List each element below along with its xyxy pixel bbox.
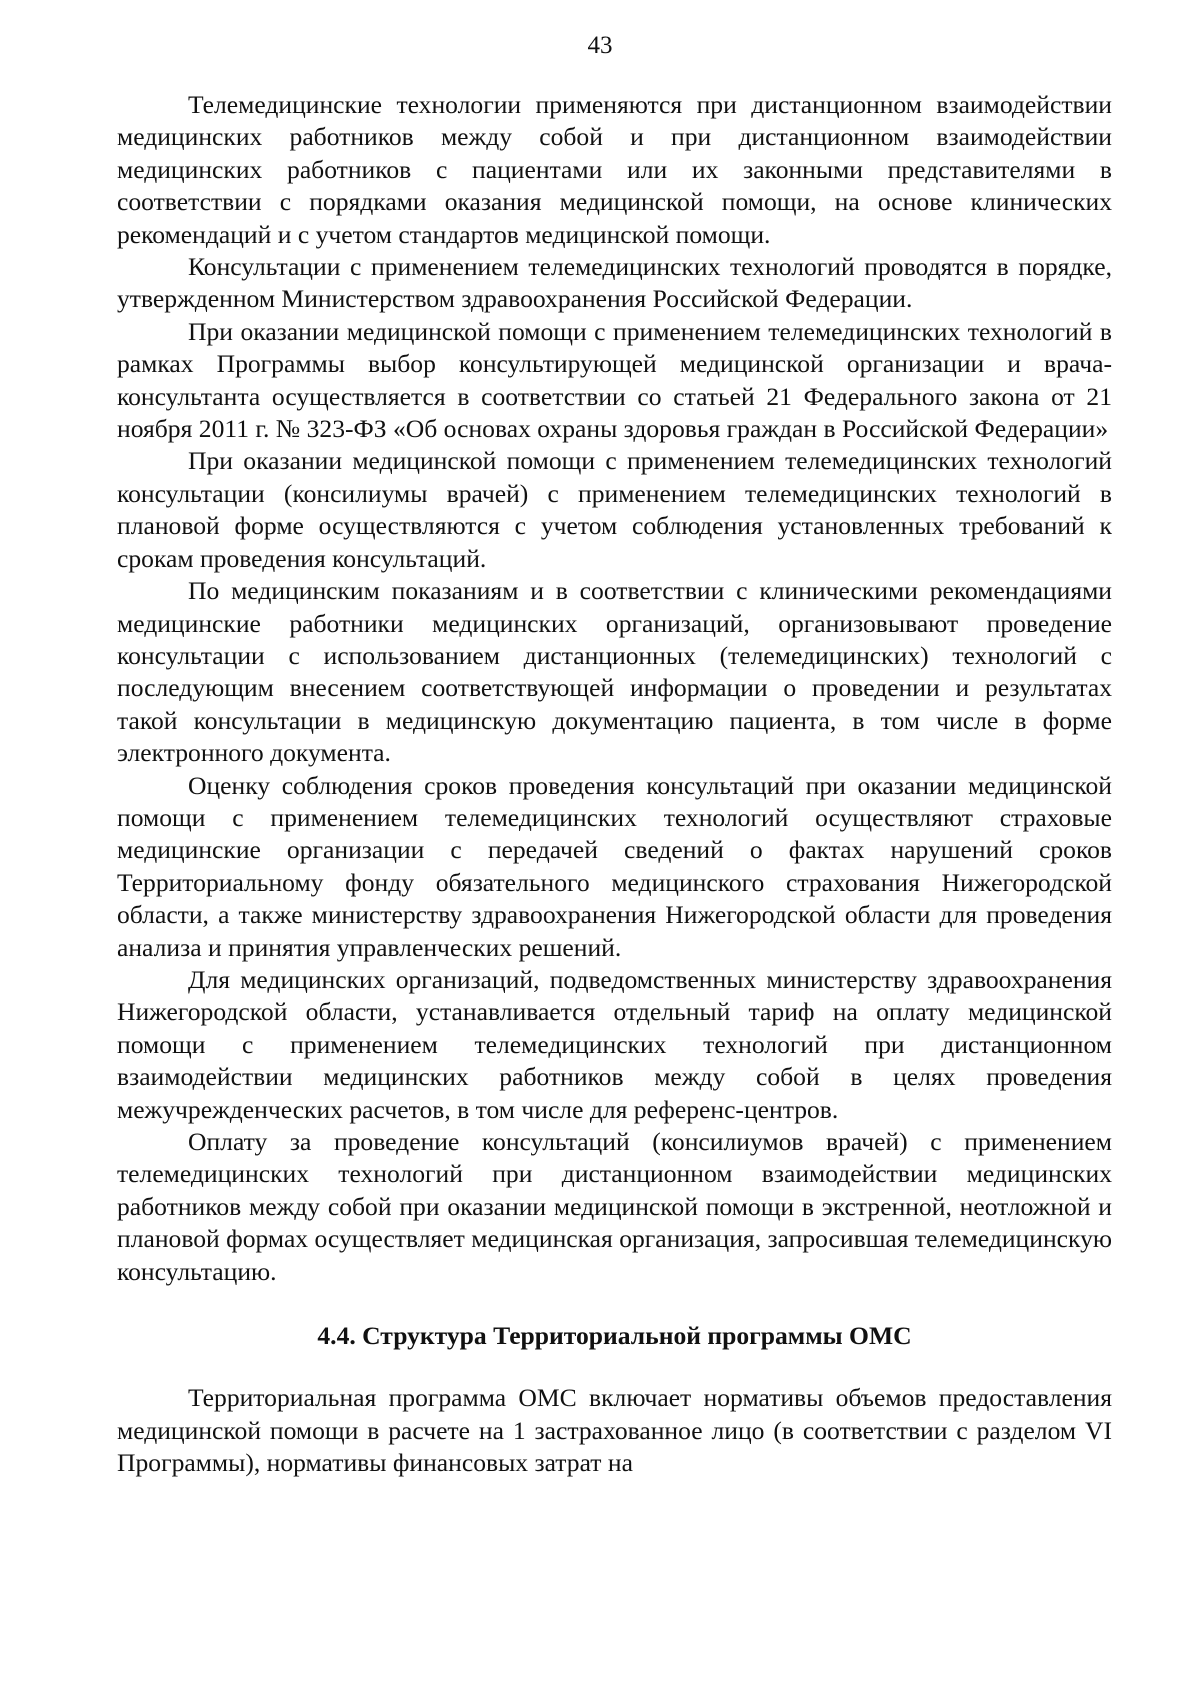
paragraph-telemedicine-technologies: Телемедицинские технологии применяются при дистанционном взаимодействии медицинских работников между собой и при дистанционном взаимодействии медицинских работников с пациентами или их законными представителями в соответствии с порядками оказания медицинской помощи, на основе клинических рекомендаций и с учетом стандартов медицинской помощи.	[117, 90, 1112, 249]
paragraph-consultations-order: Консультации с применением телемедицинских технологий проводятся в порядке, утвержденном Министерством здравоохранения Российской Федерации.	[117, 252, 1112, 314]
paragraph-separate-tariff: Для медицинских организаций, подведомственных министерству здравоохранения Нижегородской области, устанавливается отдельный тариф на оплату медицинской помощи с применением телемедицинских технологий при дистанционном взаимодействии медицинских работников между собой в целях проведения межучрежденческих расчетов, в том числе для референс-центров.	[117, 964, 1112, 1124]
paragraph-medical-indications: По медицинским показаниям и в соответствии с клиническими рекомендациями медицинские работники медицинских организаций, организовывают проведение консультации с использованием дистанционных (телемедицинских) технологий с последующим внесением соответствующей информации о проведении и результатах такой консультации в медицинскую документацию пациента, в том числе в форме электронного документа.	[117, 576, 1112, 768]
paragraph-consultant-choice: При оказании медицинской помощи с применением телемедицинских технологий в рамках Программы выбор консультирующей медицинской организации и врача-консультанта осуществляется в соответствии со статьей 21 Федерального закона от 21 ноября 2011 г. № 323-ФЗ «Об основах охраны здоровья граждан в Российской Федерации»	[117, 316, 1112, 444]
paragraph-planned-consultations: При оказании медицинской помощи с применением телемедицинских технологий консультации (консилиумы врачей) с применением телемедицинских технологий в плановой форме осуществляются с учетом соблюдения установленных требований к срокам проведения консультаций.	[117, 446, 1112, 573]
paragraph-program-structure: Территориальная программа ОМС включает нормативы объемов предоставления медицинской помощи в расчете на 1 застрахованное лицо (в соответствии с разделом VI Программы), нормативы финансовых затрат на	[117, 1383, 1112, 1478]
page-number: 43	[587, 32, 613, 59]
paragraph-consultation-payment: Оплату за проведение консультаций (консилиумов врачей) с применением телемедицинских технологий при дистанционном взаимодействии медицинских работников между собой при оказании медицинской помощи в экстренной, неотложной и плановой формах осуществляет медицинская организация, запросившая телемедицинскую консультацию.	[117, 1127, 1112, 1286]
paragraph-deadline-assessment: Оценку соблюдения сроков проведения консультаций при оказании медицинской помощи с применением телемедицинских технологий осуществляют страховые медицинские организации с передачей сведений о фактах нарушений сроков Территориальному фонду обязательного медицинского страхования Нижегородской области, а также министерству здравоохранения Нижегородской области для проведения анализа и принятия управленческих решений.	[117, 770, 1112, 962]
document-body	[117, 89, 1112, 1480]
section-heading: 4.4. Структура Территориальной программы ОМС	[317, 1321, 912, 1351]
